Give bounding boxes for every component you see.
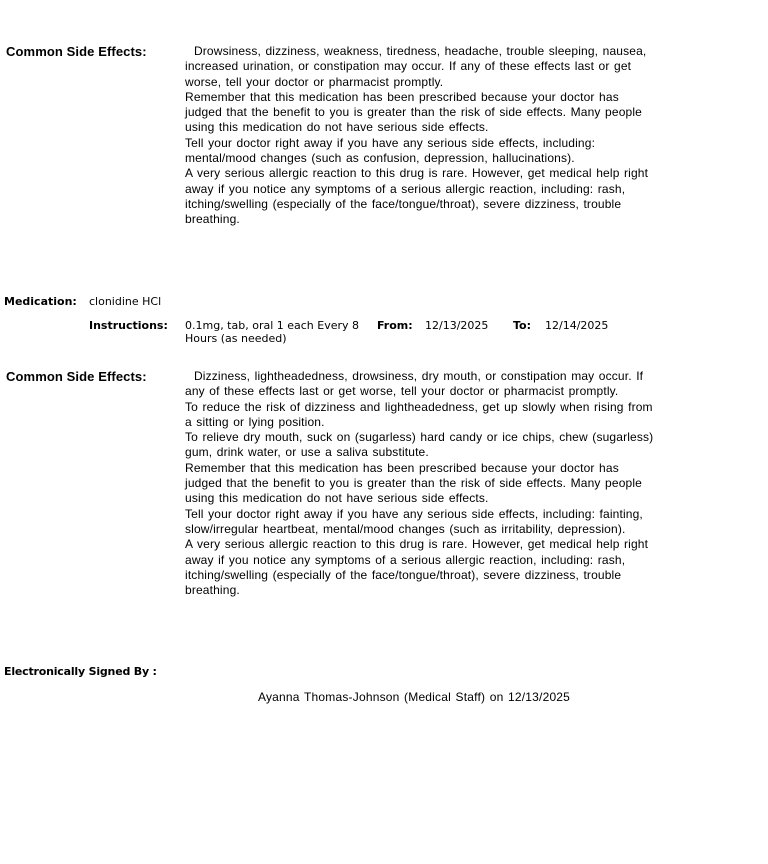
medication-label: Medication:	[4, 295, 77, 308]
side-effects-paragraph: Remember that this medication has been prescribed because your doctor has judged that the benefit to you is greater than the risk of side effects. Many people using this medication do not have serious side effects.	[185, 460, 642, 506]
side-effects-paragraph: A very serious allergic reaction to this drug is rare. However, get medical help right away if you notice any symptoms of a serious allergic reaction, including: rash, itching/swelling (especially of the face/tongue/throat), severe dizziness, trouble breathing.	[185, 166, 649, 227]
side-effects-paragraph: Tell your doctor right away if you have any serious side effects, including: fainting, slow/irregular heartbeat, mental/mood changes (such as irritability, depression).	[185, 506, 643, 536]
side-effects-paragraph: Dizziness, lightheadedness, drowsiness, dry mouth, or constipation may occur. If any of these effects last or get worse, tell your doctor or pharmacist promptly.	[185, 369, 644, 399]
to-label: To:	[513, 319, 531, 332]
common-side-effects-label: Common Side Effects:	[6, 44, 147, 59]
medication-name: clonidine HCl	[89, 295, 162, 308]
side-effects-paragraph: To relieve dry mouth, suck on (sugarless) hard candy or ice chips, chew (sugarless) gum, drink water, or use a saliva substitute.	[185, 430, 654, 460]
side-effects-paragraph: A very serious allergic reaction to this drug is rare. However, get medical help right away if you notice any symptoms of a serious allergic reaction, including: rash, itching/swelling (especially of the face/tongue/throat), severe dizziness, trouble breathing.	[185, 537, 649, 598]
signature-text: Ayanna Thomas-Johnson (Medical Staff) on 12/13/2025	[258, 690, 571, 704]
instructions-label: Instructions:	[89, 319, 168, 332]
from-date: 12/13/2025	[425, 319, 489, 332]
from-label: From:	[377, 319, 413, 332]
common-side-effects-label: Common Side Effects:	[6, 369, 147, 384]
common-side-effects-text	[185, 44, 655, 228]
side-effects-paragraph: Remember that this medication has been prescribed because your doctor has judged that the benefit to you is greater than the risk of side effects. Many people using this medication do not have serious side effects.	[185, 89, 642, 135]
side-effects-paragraph: Drowsiness, dizziness, weakness, tiredness, headache, trouble sleeping, nausea, increased urination, or constipation may occur. If any of these effects last or get worse, tell your doctor or pharmacist promptly.	[185, 44, 647, 89]
instructions-value: 0.1mg, tab, oral 1 each Every 8 Hours (as needed)	[185, 319, 360, 345]
common-side-effects-text	[185, 369, 655, 598]
to-date: 12/14/2025	[545, 319, 609, 332]
side-effects-paragraph: Tell your doctor right away if you have any serious side effects, including: mental/mood changes (such as confusion, depression, hallucinations).	[185, 135, 596, 166]
side-effects-paragraph: To reduce the risk of dizziness and lightheadedness, get up slowly when rising from a sitting or lying position.	[185, 399, 653, 429]
electronically-signed-label: Electronically Signed By :	[4, 665, 157, 678]
